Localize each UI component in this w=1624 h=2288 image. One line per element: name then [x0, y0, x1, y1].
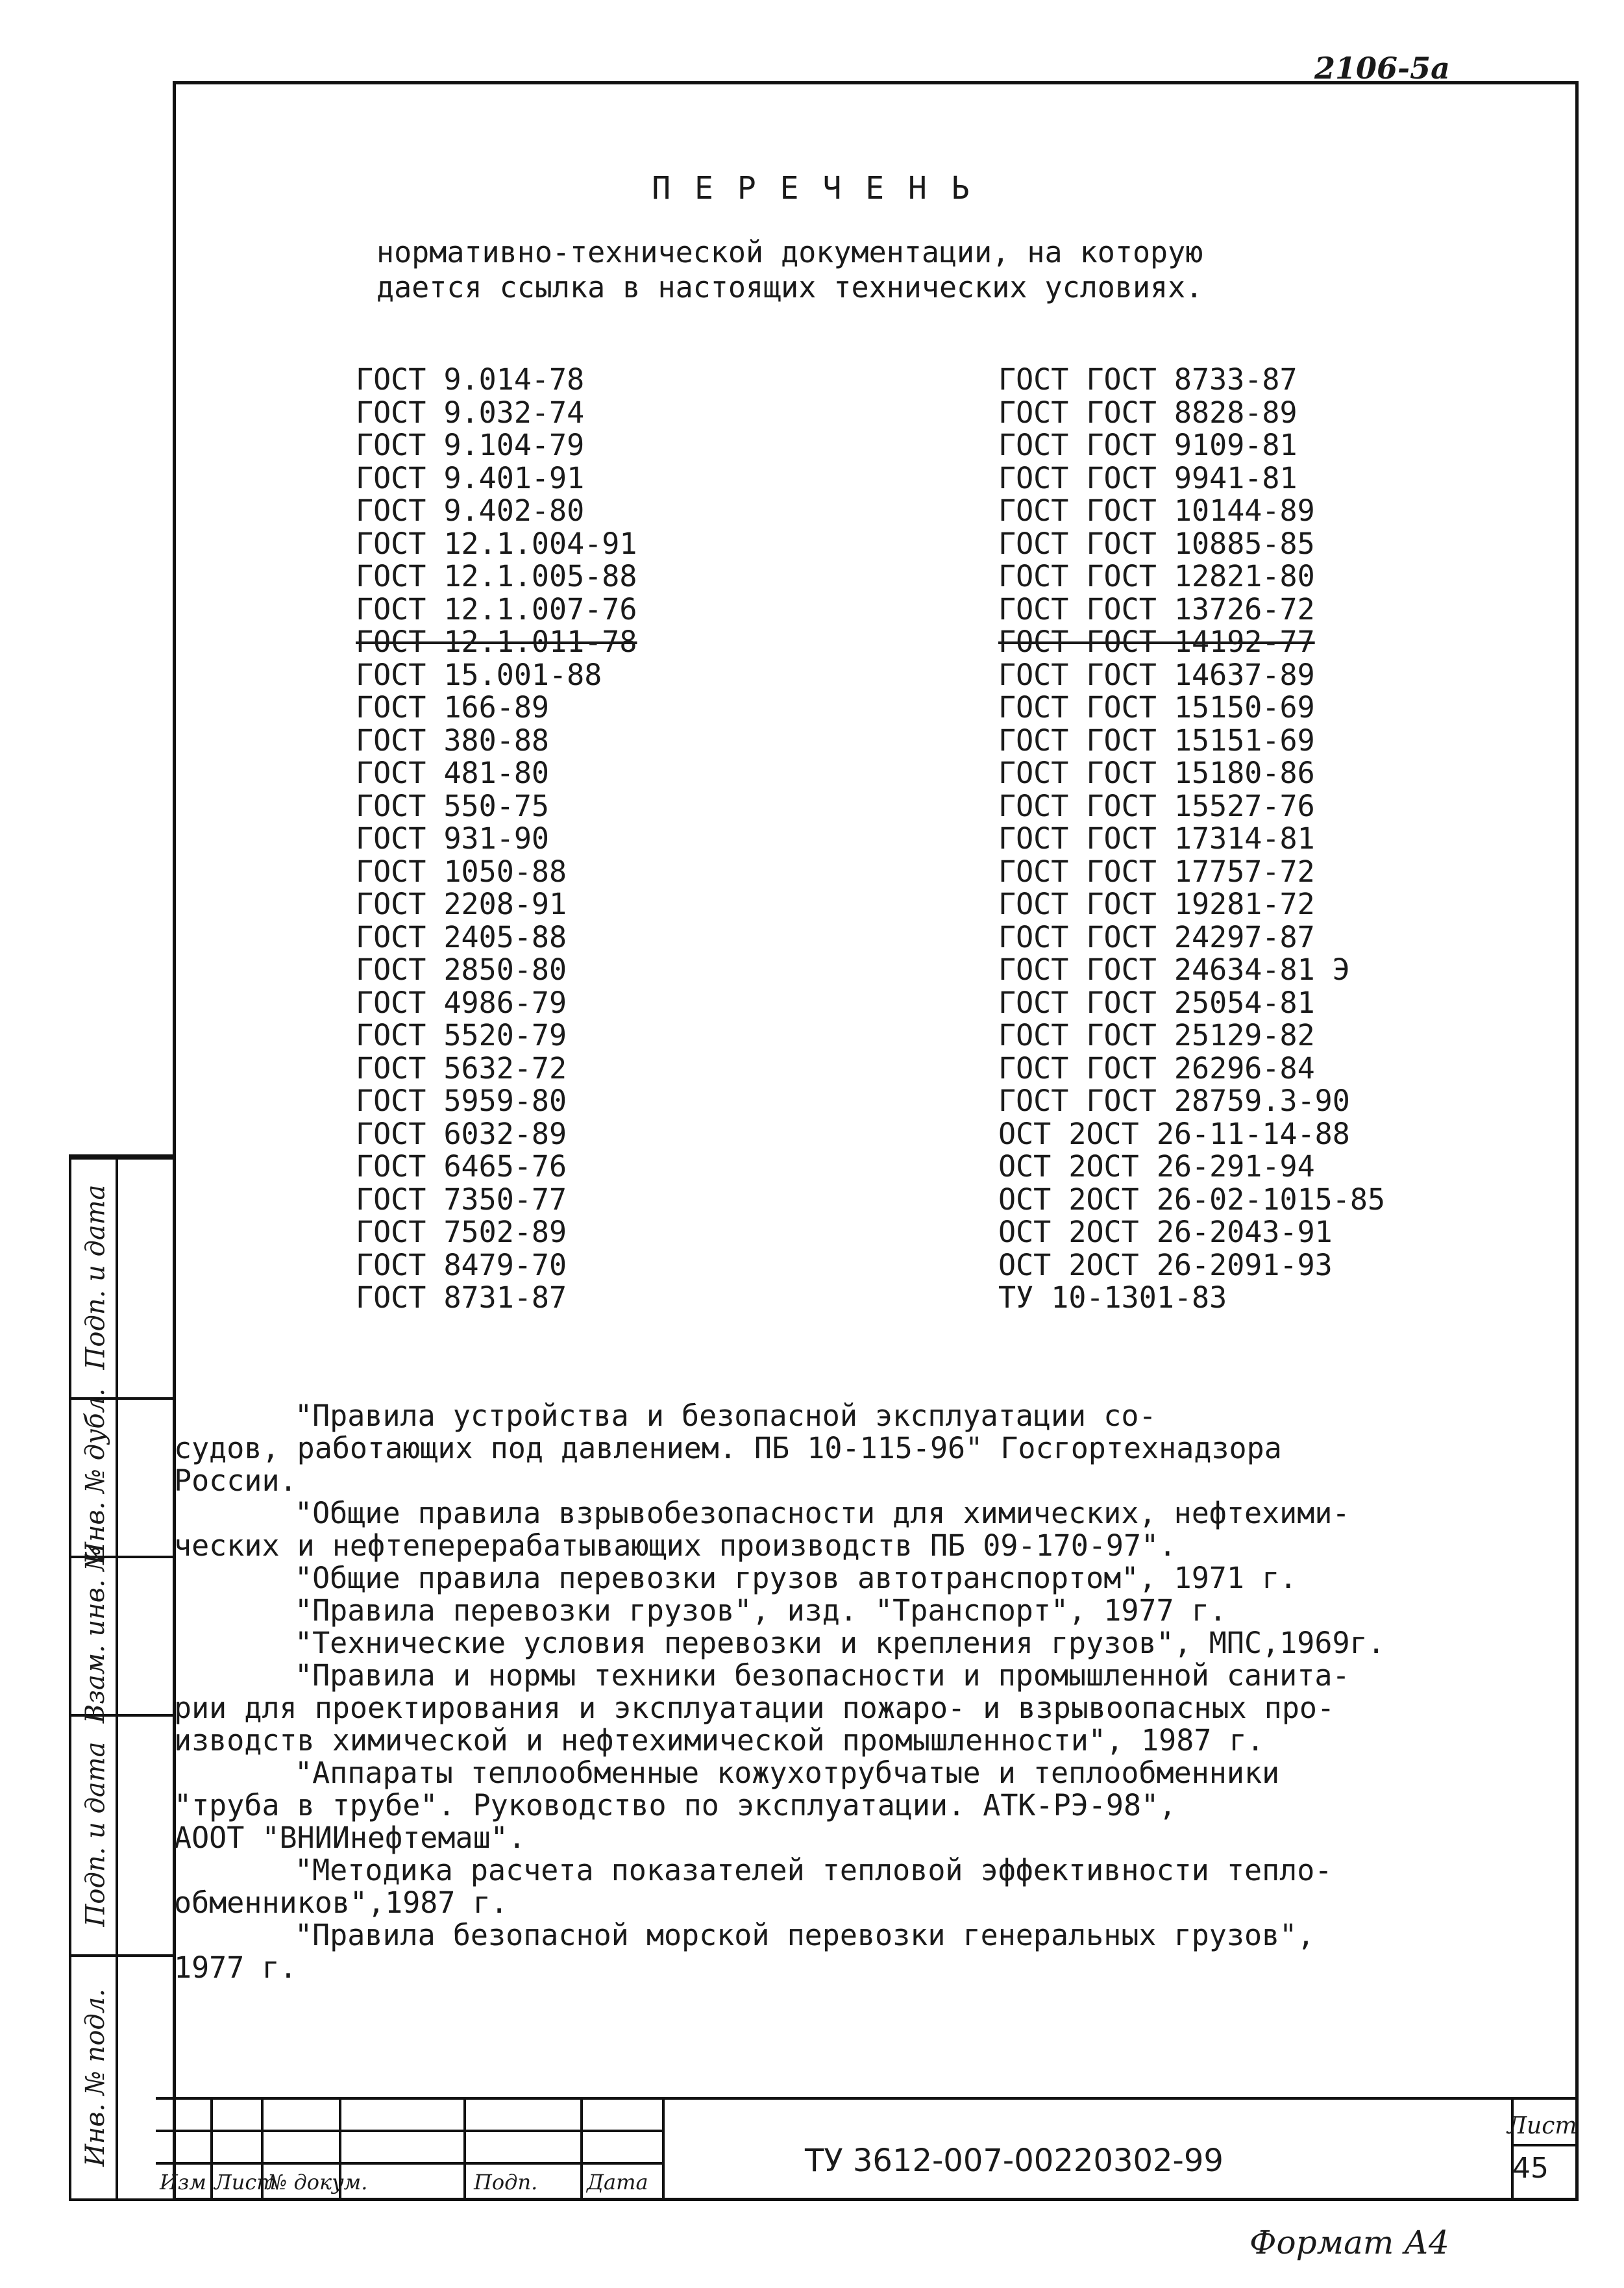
standard-entry: ГОСТ 5959-80: [356, 1084, 567, 1118]
reference-line: "Общие правила взрывобезопасности для химических, нефтехими-: [295, 1496, 1350, 1530]
reference-line: "Аппараты теплообменные кожухотрубчатые и теплообменники: [295, 1756, 1280, 1790]
standard-entry: ГОСТ 12.1.011-78: [356, 625, 637, 659]
reference-line: судов, работающих под давлением. ПБ 10-115-96" Госгортехнадзора: [174, 1431, 1282, 1465]
standard-entry: ОСТ 2ОСТ 26-02-1015-85: [998, 1182, 1386, 1217]
standard-entry: ОСТ 2ОСТ 26-2043-91: [998, 1215, 1333, 1249]
standard-entry: ГОСТ ГОСТ 15151-69: [998, 723, 1315, 758]
standard-entry: ГОСТ ГОСТ 8828-89: [998, 395, 1298, 430]
reference-line: "Правила безопасной морской перевозки генеральных грузов",: [295, 1918, 1315, 1952]
tb-line: [463, 2097, 466, 2201]
standard-entry: ГОСТ ГОСТ 9109-81: [998, 428, 1298, 462]
side-label-orig-inv: Инв. № подл.: [80, 1989, 111, 2167]
standard-entry: ГОСТ 8731-87: [356, 1280, 567, 1315]
standard-entry: ГОСТ 6032-89: [356, 1116, 567, 1151]
standard-entry: ГОСТ ГОСТ 25129-82: [998, 1018, 1315, 1052]
standard-entry: ГОСТ 9.401-91: [356, 460, 585, 495]
standard-entry: ГОСТ 166-89: [356, 690, 550, 725]
standard-entry: ГОСТ ГОСТ 14637-89: [998, 657, 1315, 692]
standard-entry: ГОСТ ГОСТ 12821-80: [998, 559, 1315, 593]
tb-line: [1511, 2144, 1579, 2146]
reference-line: "Технические условия перевозки и крепления грузов", МПС,1969г.: [295, 1626, 1385, 1660]
standard-entry: ГОСТ 2850-80: [356, 952, 567, 987]
tb-line: [156, 2097, 1579, 2100]
reference-line: "Правила перевозки грузов", изд. "Транспорт", 1977 г.: [295, 1593, 1227, 1628]
subtitle-line: дается ссылка в настоящих технических условиях.: [376, 270, 1203, 305]
standard-entry: ГОСТ ГОСТ 15180-86: [998, 756, 1315, 790]
reference-line: обменников",1987 г.: [174, 1885, 508, 1920]
page-subtitle: [376, 235, 1203, 305]
reference-line: "Правила устройства и безопасной эксплуатации со-: [295, 1399, 1157, 1433]
tb-line: [580, 2097, 583, 2201]
standard-entry: ГОСТ ГОСТ 24297-87: [998, 919, 1315, 954]
standard-entry: ГОСТ 15.001-88: [356, 657, 602, 692]
standard-entry: ГОСТ ГОСТ 9941-81: [998, 460, 1298, 495]
standard-entry: ГОСТ 9.104-79: [356, 428, 585, 462]
reference-line: "Методика расчета показателей тепловой эффективности тепло-: [295, 1853, 1333, 1887]
format-label: Формат А4: [1249, 2224, 1449, 2261]
reference-line: рии для проектирования и эксплуатации пожаро- и взрывоопасных про-: [174, 1691, 1335, 1725]
side-divider: [116, 1157, 118, 2198]
standard-entry: ГОСТ 6465-76: [356, 1149, 567, 1184]
standard-entry: ГОСТ 2208-91: [356, 887, 567, 921]
standard-entry: ГОСТ ГОСТ 28759.3-90: [998, 1084, 1350, 1118]
standard-entry: ГОСТ 5520-79: [356, 1018, 567, 1052]
standards-left-column: [356, 364, 637, 1315]
standard-entry: ГОСТ ГОСТ 26296-84: [998, 1051, 1315, 1086]
reference-line: АООТ "ВНИИнефтемаш".: [174, 1821, 526, 1855]
subtitle-line: нормативно-технической документации, на которую: [376, 235, 1203, 269]
standard-entry: ОСТ 2ОСТ 26-2091-93: [998, 1247, 1333, 1282]
standard-entry: ГОСТ ГОСТ 19281-72: [998, 887, 1315, 921]
standard-entry: ГОСТ 12.1.007-76: [356, 591, 637, 627]
side-label-repl-inv: Взам. инв. №: [80, 1546, 111, 1724]
standard-entry: ГОСТ 12.1.005-88: [356, 559, 637, 593]
tb-line: [210, 2097, 213, 2201]
tb-col-change: Изм: [160, 2170, 206, 2195]
standard-entry: ГОСТ ГОСТ 15150-69: [998, 690, 1315, 725]
standard-entry: ГОСТ ГОСТ 8733-87: [998, 362, 1298, 397]
standard-entry: ГОСТ 9.032-74: [356, 395, 585, 430]
standard-entry: ГОСТ ГОСТ 13726-72: [998, 591, 1315, 627]
archive-code: 2106-5а: [1314, 51, 1450, 86]
tb-col-sign: Подп.: [474, 2170, 538, 2195]
reference-line: "Правила и нормы техники безопасности и промышленной санита-: [295, 1658, 1350, 1693]
standard-entry: ОСТ 2ОСТ 26-291-94: [998, 1149, 1315, 1184]
reference-line: "Общие правила перевозки грузов автотранспортом", 1971 г.: [295, 1561, 1298, 1595]
side-stamp: [69, 1154, 173, 2201]
standard-entry: ГОСТ ГОСТ 10885-85: [998, 526, 1315, 561]
standard-entry: ГОСТ 931-90: [356, 821, 550, 856]
tb-col-docnum: № докум.: [267, 2170, 368, 2195]
standard-entry: ГОСТ 2405-88: [356, 919, 567, 954]
standard-entry: ГОСТ 7350-77: [356, 1182, 567, 1217]
standard-entry: ГОСТ 9.014-78: [356, 362, 585, 397]
page-title: П Е Р Е Ч Е Н Ь: [652, 170, 972, 206]
document-code: ТУ 3612-007-00220302-99: [805, 2143, 1224, 2179]
sheet-number: 45: [1512, 2152, 1549, 2185]
standard-entry: ГОСТ ГОСТ 10144-89: [998, 493, 1315, 528]
standards-right-column: [998, 364, 1385, 1315]
standard-entry: ГОСТ ГОСТ 14192-77: [998, 625, 1315, 659]
side-label-dup-inv: Инв. № дубл.: [80, 1388, 111, 1565]
standard-entry: ГОСТ 12.1.004-91: [356, 526, 637, 561]
standard-entry: ГОСТ 4986-79: [356, 985, 567, 1020]
tb-col-date: Дата: [587, 2170, 648, 2195]
standard-entry: ГОСТ 1050-88: [356, 854, 567, 889]
side-label-sign-date-1: Подп. и дата: [80, 1184, 110, 1370]
reference-line: ческих и нефтеперерабатывающих производств ПБ 09-170-97".: [174, 1528, 1177, 1563]
standard-entry: ГОСТ 550-75: [356, 788, 550, 823]
standard-entry: ГОСТ 8479-70: [356, 1247, 567, 1282]
references-list: [174, 1400, 1563, 1984]
standard-entry: ГОСТ ГОСТ 15527-76: [998, 788, 1315, 823]
standard-entry: ГОСТ 7502-89: [356, 1215, 567, 1249]
reference-line: изводств химической и нефтехимической промышленности", 1987 г.: [174, 1723, 1264, 1758]
reference-line: России.: [174, 1463, 297, 1498]
standard-entry: ГОСТ ГОСТ 17757-72: [998, 854, 1315, 889]
sheet-label: Лист: [1507, 2113, 1577, 2139]
reference-line: "труба в трубе". Руководство по эксплуатации. АТК-РЭ-98",: [174, 1788, 1177, 1822]
tb-line: [662, 2097, 665, 2201]
standard-entry: ТУ 10-1301-83: [998, 1280, 1227, 1315]
side-label-sign-date-2: Подп. и дата: [80, 1741, 110, 1927]
standard-entry: ОСТ 2ОСТ 26-11-14-88: [998, 1116, 1350, 1151]
tb-col-sheet: Лист: [214, 2170, 277, 2195]
standard-entry: ГОСТ 380-88: [356, 723, 550, 758]
tb-line: [156, 2130, 662, 2132]
standard-entry: ГОСТ 481-80: [356, 756, 550, 790]
standard-entry: ГОСТ 9.402-80: [356, 493, 585, 528]
standard-entry: ГОСТ ГОСТ 17314-81: [998, 821, 1315, 856]
standard-entry: ГОСТ ГОСТ 24634-81 Э: [998, 952, 1350, 987]
tb-line: [156, 2162, 662, 2165]
standard-entry: ГОСТ ГОСТ 25054-81: [998, 985, 1315, 1020]
standard-entry: ГОСТ 5632-72: [356, 1051, 567, 1086]
reference-line: 1977 г.: [174, 1950, 297, 1985]
